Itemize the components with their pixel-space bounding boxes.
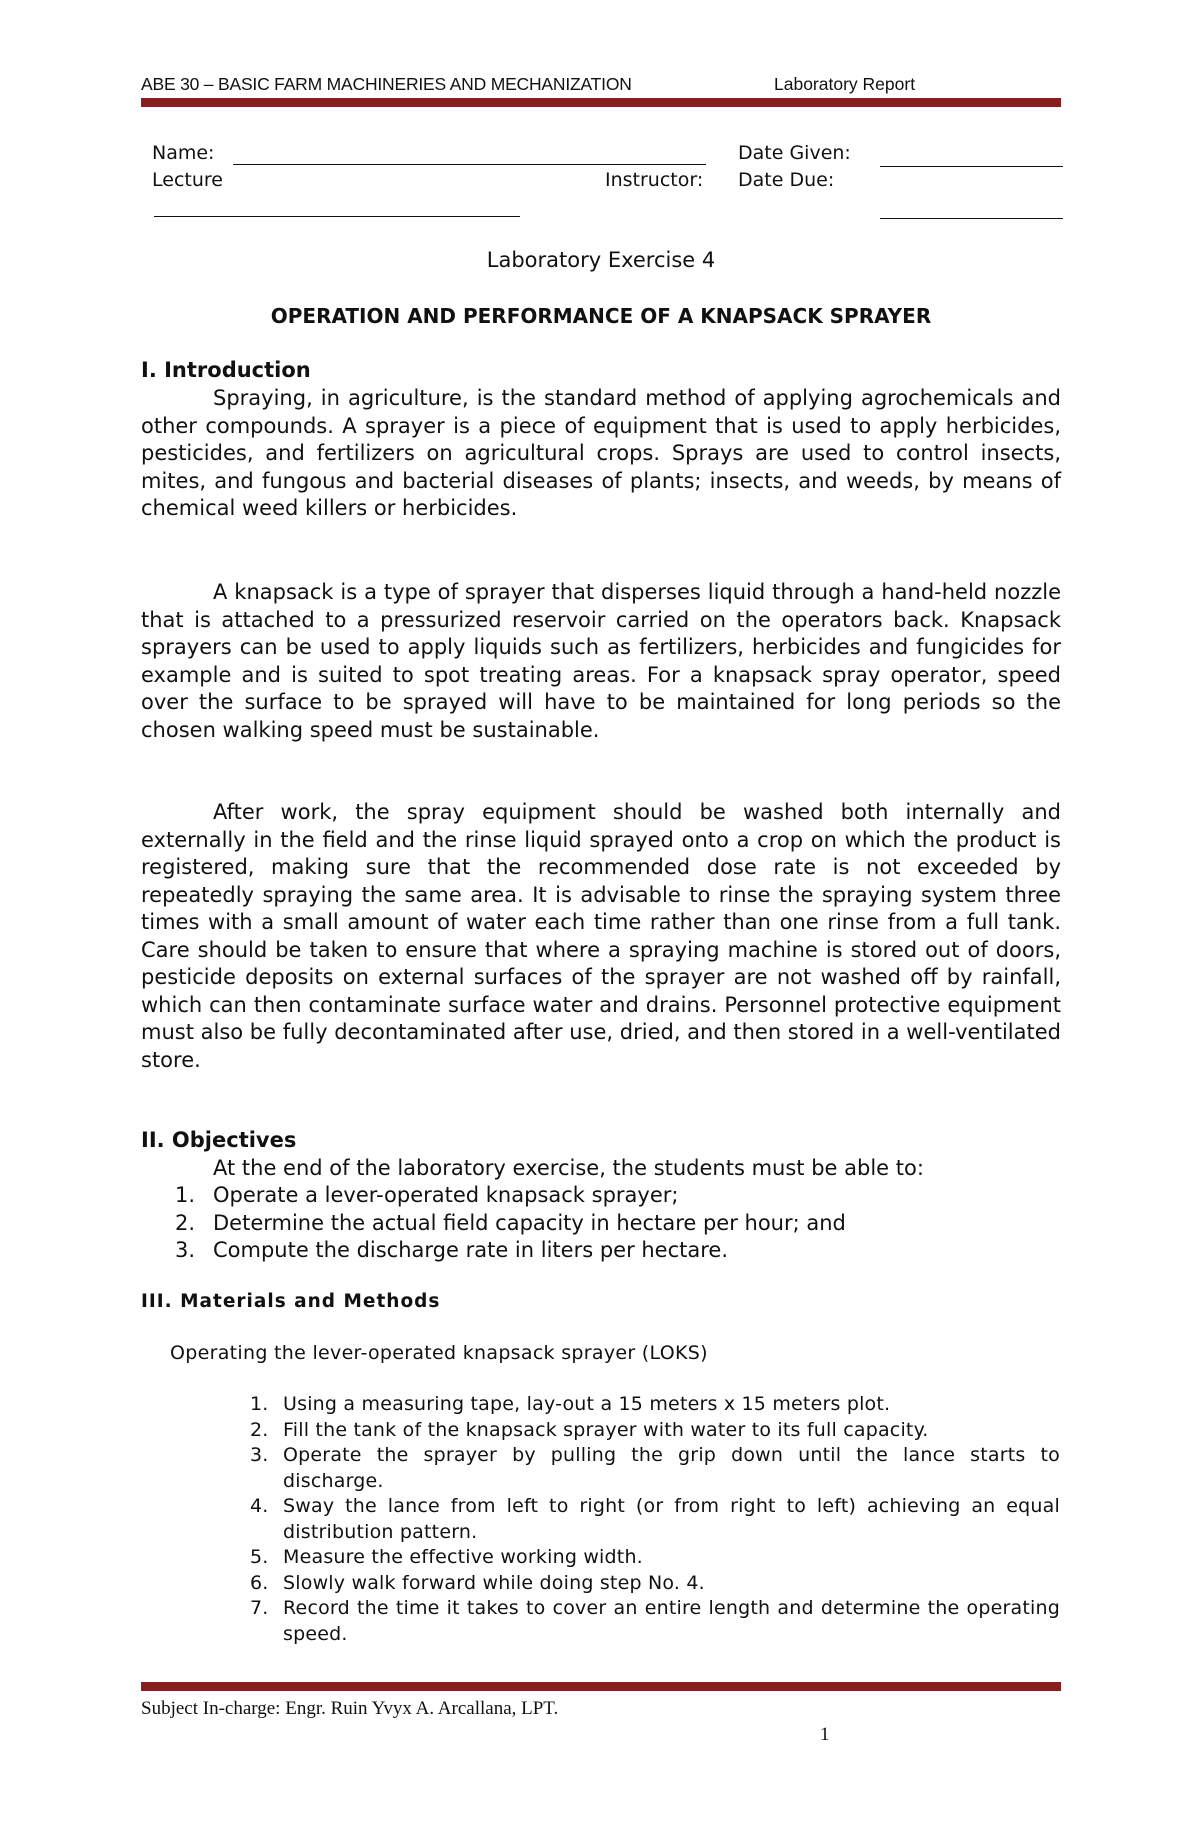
date-given-label: Date Given: bbox=[738, 142, 851, 164]
subject-in-charge: Subject In-charge: Engr. Ruin Yvyx A. Arcallana, LPT. bbox=[141, 1698, 559, 1719]
method-step: 3. Operate the sprayer by pulling the grip down until the lance starts to discharge. bbox=[250, 1444, 1060, 1492]
objectives-list bbox=[175, 1182, 1035, 1265]
objective-item: 2. Determine the actual field capacity in hectare per hour; and bbox=[175, 1210, 846, 1235]
name-label: Name: bbox=[152, 142, 215, 164]
intro-paragraph-1: Spraying, in agriculture, is the standard method of applying agrochemicals and other compounds. A sprayer is a piece of equipment that is used to apply herbicides, pesticides, and fertilizers on agricultural crops. Sprays are used to control insects, mites, and fungous and bacterial diseases of plants; insects, and weeds, by means of chemical weed killers or herbicides. bbox=[141, 386, 1061, 520]
date-given-line bbox=[880, 166, 1063, 167]
methods-intro: Operating the lever-operated knapsack sprayer (LOKS) bbox=[170, 1342, 708, 1364]
method-step: 4. Sway the lance from left to right (or from right to left) achieving an equal distribution pattern. bbox=[250, 1495, 1060, 1543]
page-number: 1 bbox=[820, 1724, 830, 1745]
lecture-instructor-line bbox=[154, 216, 520, 217]
introduction-heading: I. Introduction bbox=[141, 358, 311, 382]
report-type: Laboratory Report bbox=[774, 74, 916, 94]
footer-rule bbox=[141, 1682, 1061, 1691]
name-line bbox=[233, 164, 706, 165]
methods-heading: III. Materials and Methods bbox=[141, 1291, 441, 1312]
methods-steps bbox=[250, 1392, 1060, 1647]
header-rule bbox=[141, 98, 1061, 107]
exercise-title: Laboratory Exercise 4 bbox=[486, 248, 716, 272]
method-step: 7. Record the time it takes to cover an entire length and determine the operating speed. bbox=[250, 1597, 1060, 1645]
objective-item: 3. Compute the discharge rate in liters per hectare. bbox=[175, 1238, 729, 1262]
method-step: 1. Using a measuring tape, lay-out a 15 meters x 15 meters plot. bbox=[250, 1393, 891, 1415]
intro-paragraph-2: A knapsack is a type of sprayer that disperses liquid through a hand-held nozzle that is attached to a pressurized reservoir carried on the operators back. Knapsack sprayers can be used to apply liquids such as fertilizers, herbicides and fungicides for example and is suited to spot treating areas. For a knapsack spray operator, speed over the surface to be sprayed will have to be maintained for long periods so the chosen walking speed must be sustainable. bbox=[141, 580, 1061, 742]
objectives-heading: II. Objectives bbox=[141, 1128, 297, 1152]
course-title: ABE 30 – BASIC FARM MACHINERIES AND MECHANIZATION bbox=[141, 74, 632, 94]
intro-paragraph-3: After work, the spray equipment should be washed both internally and externally in the field and the rinse liquid sprayed onto a crop on which the product is registered, making sure that the recommended dose rate is not exceeded by repeatedly spraying the same area. It is advisable to rinse the spraying system three times with a small amount of water each time rather than one rinse from a full tank. Care should be taken to ensure that where a spraying machine is stored out of doors, pesticide deposits on external surfaces of the sprayer are not washed off by rainfall, which can then contaminate surface water and drains. Personnel protective equipment must also be fully decontaminated after use, dried, and then stored in a well-ventilated store. bbox=[141, 800, 1061, 1072]
objective-item: 1. Operate a lever-operated knapsack sprayer; bbox=[175, 1183, 679, 1207]
instructor-label: Instructor: bbox=[605, 169, 704, 191]
method-step: 5. Measure the effective working width. bbox=[250, 1546, 643, 1568]
lecture-label: Lecture bbox=[152, 169, 223, 191]
main-title: OPERATION AND PERFORMANCE OF A KNAPSACK SPRAYER bbox=[270, 304, 932, 328]
date-due-label: Date Due: bbox=[738, 169, 835, 191]
objectives-intro: At the end of the laboratory exercise, the students must be able to: bbox=[213, 1156, 924, 1180]
method-step: 6. Slowly walk forward while doing step No. 4. bbox=[250, 1571, 705, 1594]
date-due-line bbox=[880, 218, 1063, 219]
method-step: 2. Fill the tank of the knapsack sprayer with water to its full capacity. bbox=[250, 1418, 929, 1441]
